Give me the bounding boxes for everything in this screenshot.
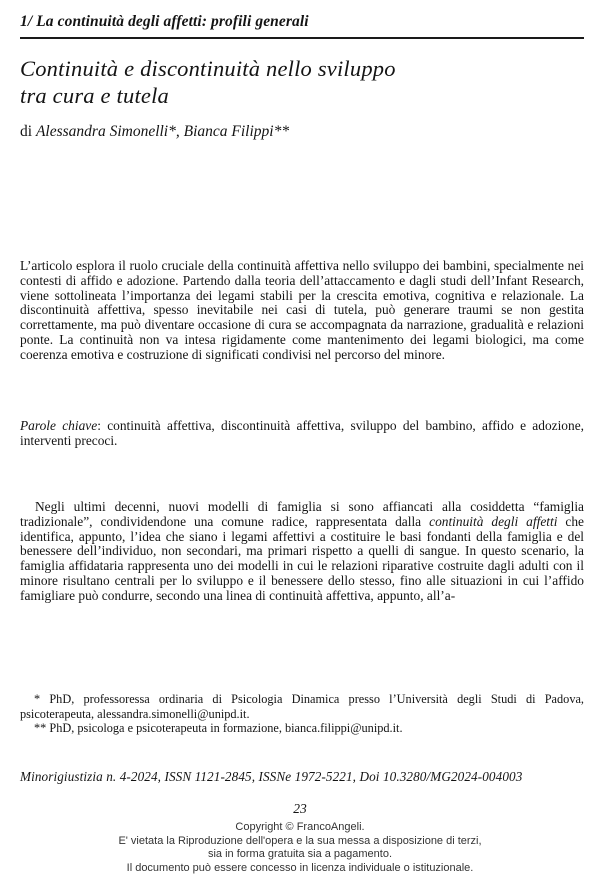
- copyright-line-4: Il documento può essere concesso in licenza individuale o istituzionale.: [126, 861, 474, 874]
- article-title: [20, 55, 584, 109]
- byline: [20, 123, 584, 141]
- footnotes: [20, 692, 584, 736]
- article-title-line2: tra cura e tutela: [20, 83, 170, 108]
- keywords-list: : continuità affettiva, discontinuità affettiva, sviluppo del bambino, affido e adozione, interventi precoci.: [20, 418, 584, 448]
- body-text-pre: Negli ultimi decenni, nuovi modelli di famiglia si sono affiancati alla cosiddetta “famiglia tradizionale”, condividendone una comune radice, rappresentata dalla: [20, 499, 584, 529]
- journal-citation-line: Minorigiustizia n. 4-2024, ISSN 1121-2845, ISSNe 1972-5221, Doi 10.3280/MG2024-004003: [20, 769, 523, 784]
- abstract-paragraph: L’articolo esplora il ruolo cruciale della continuità affettiva nello sviluppo dei bambini, specialmente nei contesti di affido e adozione. Partendo dalla teoria dell’attaccamento e dagli studi dell’Infant Research, viene sottolineata l’importanza dei legami stabili per la crescita emotiva, cognitiva e relazionale. La discontinuità affettiva, spesso inevitabile nei casi di tutela, può generare traumi se non gestita correttamente, ma può diventare occasione di cura se accompagnata da narrazione, gradualità e relazioni ponte. La continuità non va intesa rigidamente come mantenimento dei legami biologici, ma come coerenza emotiva e costruzione di significati condivisi nel percorso del minore.: [20, 258, 584, 362]
- copyright-line-2: E' vietata la Riproduzione dell'opera e la sua messa a disposizione di terzi,: [118, 834, 482, 847]
- page-number: 23: [293, 801, 307, 816]
- body-text-emphasis: continuità degli affetti: [429, 513, 558, 529]
- copyright-line-1: Copyright © FrancoAngeli.: [235, 821, 365, 833]
- copyright-line-3: sia in forma gratuita sia a pagamento.: [207, 848, 393, 860]
- keywords-paragraph: [20, 419, 584, 449]
- body-paragraph: [20, 500, 584, 604]
- footnote-author-2: ** PhD, psicologa e psicoterapeuta in formazione, bianca.filippi@unipd.it.: [34, 721, 403, 736]
- copyright-notice: [0, 821, 600, 875]
- byline-prefix: di: [20, 123, 36, 140]
- byline-authors: Alessandra Simonelli*, Bianca Filippi**: [35, 123, 290, 140]
- keywords-label: Parole chiave: [20, 418, 98, 433]
- footnote-author-1: * PhD, professoressa ordinaria di Psicologia Dinamica presso l’Università degli Studi di Padova, psicoterapeuta, alessandra.simonelli@unipd.it.: [20, 692, 584, 721]
- body-text-post: che identifica, appunto, l’idea che siano i legami affettivi a costituire le basi fondanti della famiglia e del benessere dell’individuo, non secondari, ma primari rispetto a quelli di sangue. In questo scenario, la famiglia affidataria rappresenta uno dei modelli in cui le relazioni riparative costruite dagli adulti con il minore risultano centrali per lo sviluppo e il benessere dello stesso, fino alle situazioni in cui l’affido famigliare può condurre, secondo una linea di continuità affettiva, appunto, all’a-: [20, 513, 584, 603]
- article-title-line1: Continuità e discontinuità nello sviluppo: [20, 56, 396, 81]
- running-head-text: 1/ La continuità degli affetti: profili generali: [20, 13, 309, 30]
- running-head: [20, 13, 584, 39]
